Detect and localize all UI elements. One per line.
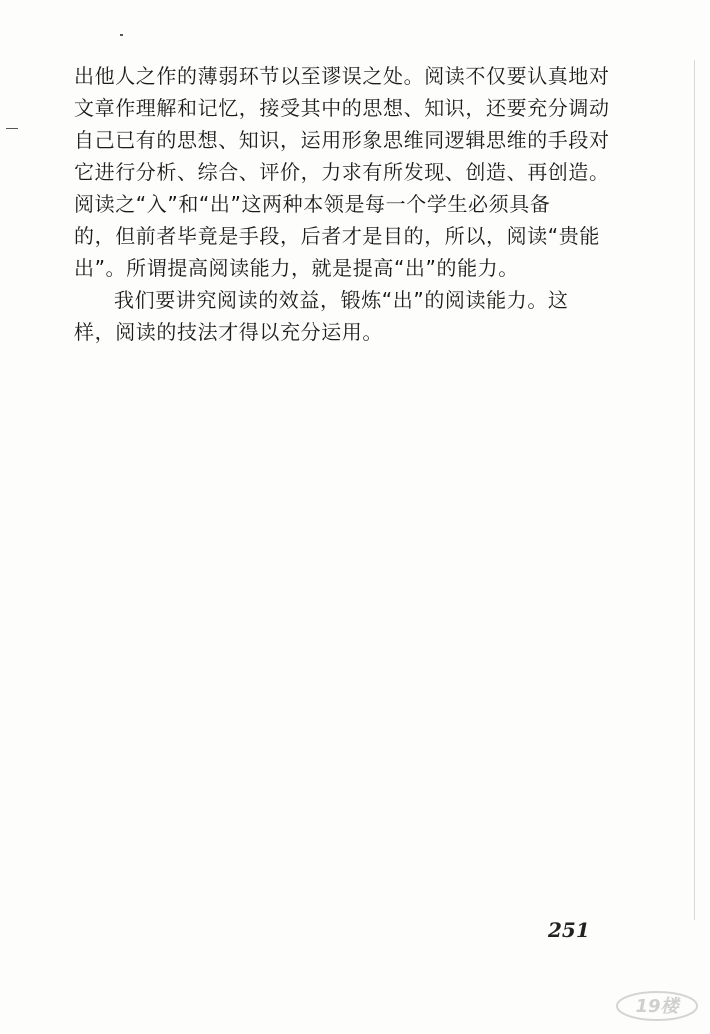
text-line: 出他人之作的薄弱环节以至谬误之处。阅读不仅要认真地对 [74, 64, 610, 88]
paragraph [74, 284, 634, 348]
text-line: 文章作理解和记忆，接受其中的思想、知识，还要充分调动 [74, 96, 610, 120]
text-line: 我们要讲究阅读的效益，锻炼“出”的阅读能力。这 [114, 288, 569, 312]
page-number: 251 [548, 918, 590, 942]
text-line: 样，阅读的技法才得以充分运用。 [74, 320, 383, 344]
text-line: 自己已有的思想、知识，运用形象思维同逻辑思维的手段对 [74, 128, 610, 152]
text-line: 阅读之“入”和“出”这两种本领是每一个学生必须具备 [74, 192, 551, 216]
watermark-text: 19楼 [635, 996, 679, 1017]
body-text [74, 60, 634, 348]
paragraph [74, 60, 634, 284]
text-line: 的，但前者毕竟是手段，后者才是目的，所以，阅读“贵能 [74, 224, 600, 248]
site-logo-watermark-icon [614, 984, 700, 1024]
text-line: 出”。所谓提高阅读能力，就是提高“出”的能力。 [74, 256, 519, 280]
scan-edge [694, 60, 695, 920]
scan-mark [6, 128, 18, 129]
scan-mark [120, 34, 123, 36]
text-line: 它进行分析、综合、评价，力求有所发现、创造、再创造。 [74, 160, 610, 184]
